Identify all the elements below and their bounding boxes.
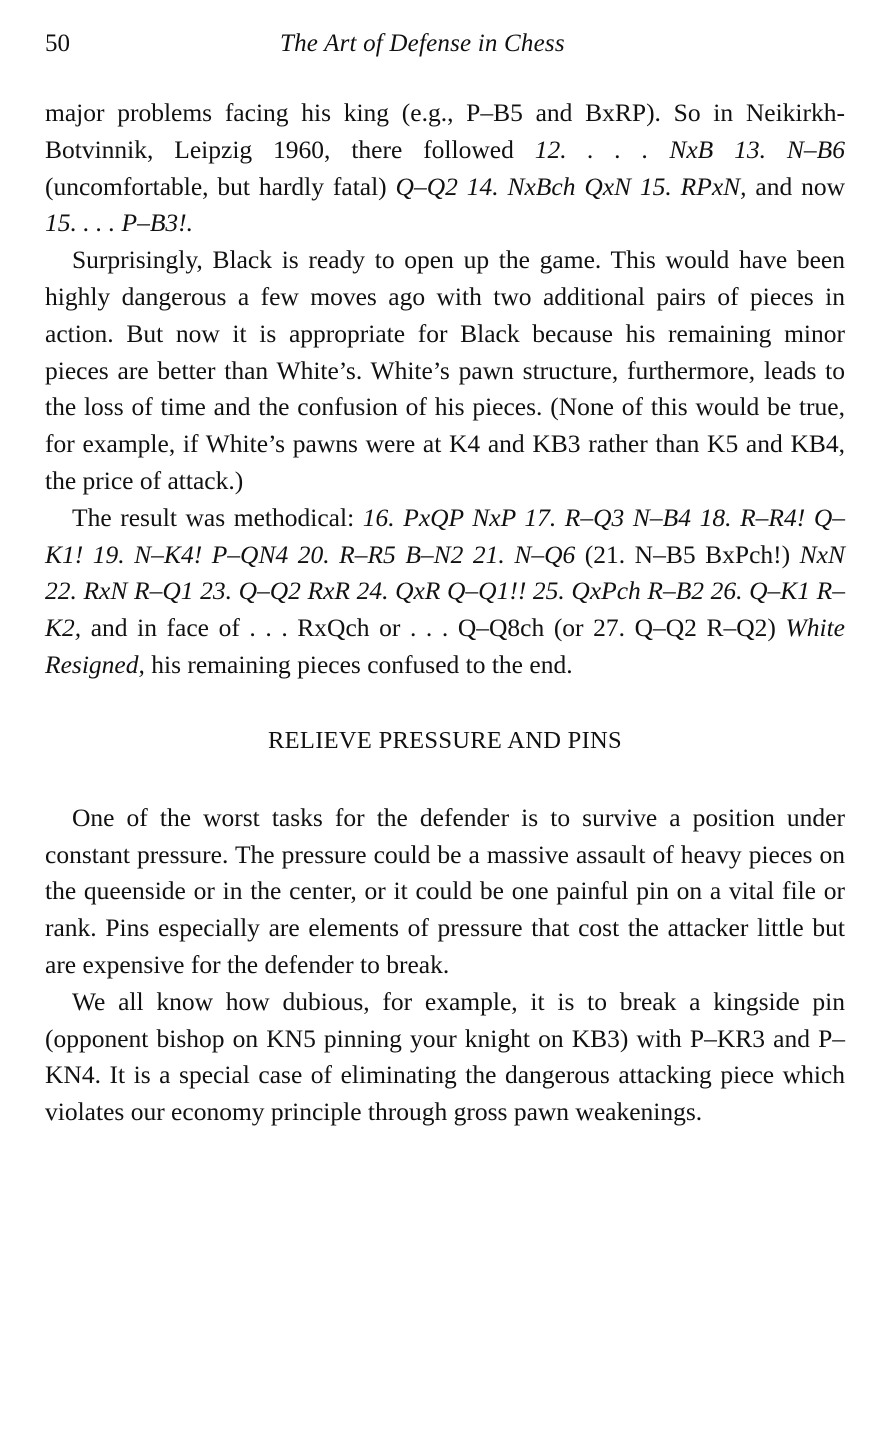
page-number: 50 bbox=[45, 30, 70, 57]
body-text bbox=[45, 95, 845, 1131]
section-heading: RELIEVE PRESSURE AND PINS bbox=[268, 726, 622, 754]
chess-moves: NxN 22. RxN R–Q1 23. Q–Q2 RxR 24. QxR Q–Q1!! 25. QxPch R–B2 26. Q–K1 R–K2, bbox=[45, 539, 845, 643]
chess-moves: Q–Q2 14. NxBch QxN 15. RPxN, bbox=[395, 171, 747, 201]
paragraph: We all know how dubious, for example, it is to break a kingside pin (opponent bishop on KN5 pinning your knight on KB3) with P–KR3 and P–KN4. It is a special case of eliminating the dangerous attacking piece which violates our economy principle through gross pawn weakenings. bbox=[45, 986, 845, 1127]
text-run: (uncomfortable, but hardly fatal) bbox=[45, 171, 396, 201]
book-title: The Art of Defense in Chess bbox=[280, 30, 565, 57]
text-run: and in face of . . . RxQch or . . . Q–Q8ch (or 27. Q–Q2 R–Q2) bbox=[81, 613, 786, 643]
paragraph: Surprisingly, Black is ready to open up the game. This would have been highly dangerous a few moves ago with two additional pairs of pieces in action. But now it is appropriate for Black because his remaining minor pieces are better than White’s. White’s pawn structure, furthermore, leads to the loss of time and the confusion of his pieces. (None of this would be true, for example, if White’s pawns were at K4 and KB3 rather than K5 and KB4, the price of attack.) bbox=[45, 245, 845, 495]
chess-moves: 16. PxQP NxP 17. R–Q3 N–B4 18. R–R4! Q–K1! 19. N–K4! P–QN4 20. R–R5 B–N2 21. N–Q6 bbox=[45, 502, 845, 569]
text-run: major problems facing his king (e.g., P–B5 and BxRP). So in Neikirkh-Botvinnik, Leipzig 1960, there followed bbox=[45, 98, 845, 164]
running-head bbox=[45, 30, 845, 66]
paragraph-game-moves bbox=[45, 500, 845, 684]
chess-moves: 15. . . . P–B3!. bbox=[45, 208, 194, 238]
text-run: his remaining pieces confused to the end. bbox=[144, 649, 573, 679]
text-run: (21. N–B5 BxPch!) bbox=[575, 539, 800, 569]
paragraph-continued bbox=[45, 95, 845, 242]
paragraph: One of the worst tasks for the defender is to survive a position under constant pressure. The pressure could be a massive assault of heavy pieces on the queenside or in the center, or it could be one painful pin on a vital file or rank. Pins especially are elements of pressure that cost the attacker little but are expensive for the defender to break. bbox=[45, 802, 845, 979]
game-result: White Resigned, bbox=[45, 613, 845, 679]
text-run: The result was methodical: bbox=[72, 502, 363, 532]
text-run: and now bbox=[746, 171, 845, 201]
chess-moves: 12. . . . NxB 13. N–B6 bbox=[534, 134, 845, 164]
